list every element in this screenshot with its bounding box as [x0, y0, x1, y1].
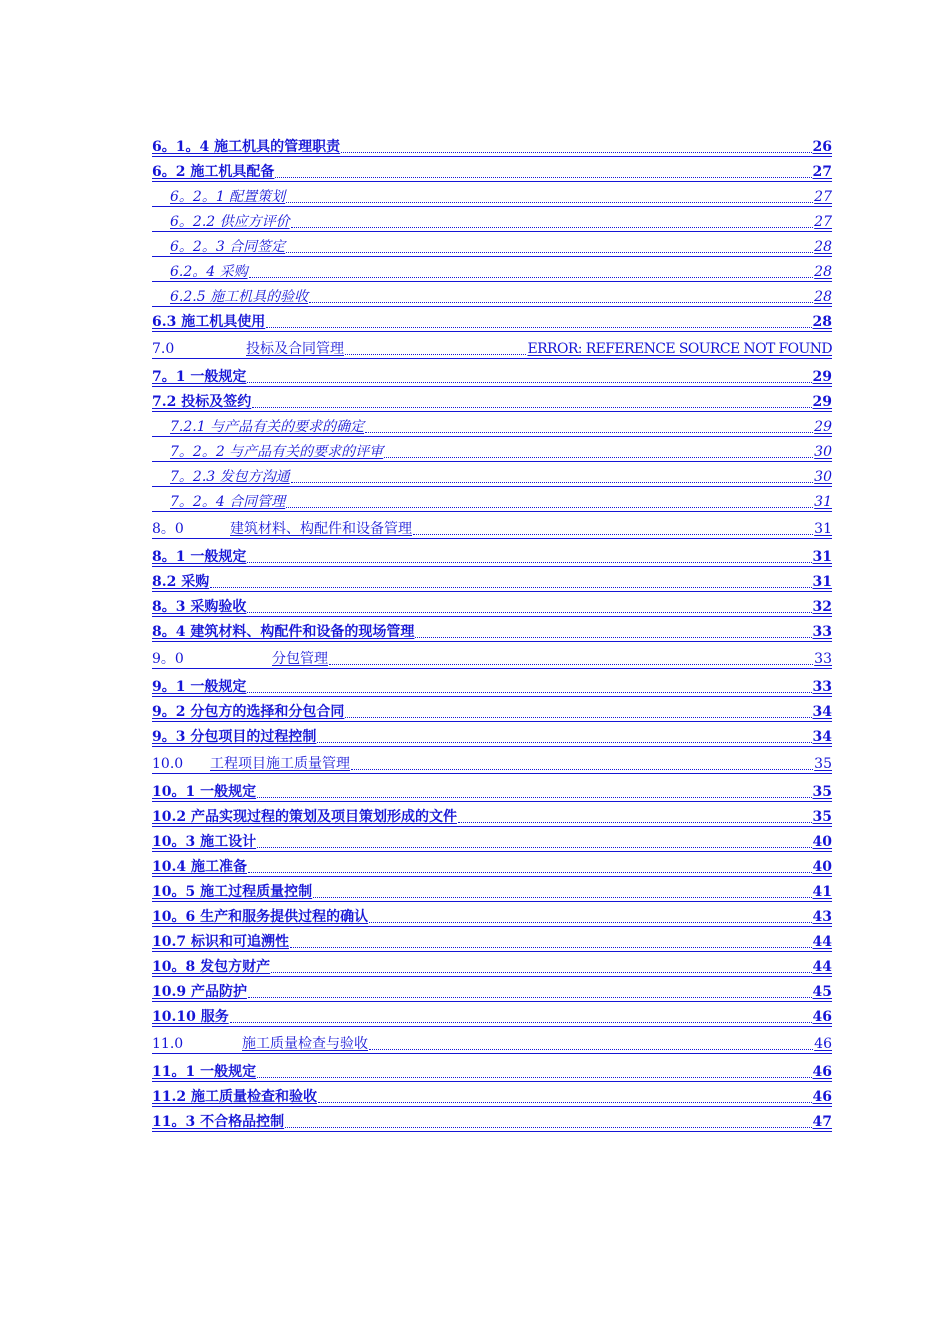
- dot-leader: [318, 1101, 812, 1103]
- toc-entry-title: 10.2 产品实现过程的策划及项目策划形成的文件: [152, 809, 457, 825]
- toc-entry-title: 6。2 施工机具配备: [152, 164, 275, 180]
- toc-section-link[interactable]: [152, 703, 832, 721]
- toc-page-number: 30: [814, 469, 832, 485]
- dot-leader: [458, 821, 812, 823]
- toc-entry-title: 9。2 分包方的选择和分包合同: [152, 704, 345, 720]
- toc-page-number: 30: [814, 444, 832, 460]
- dot-leader: [249, 276, 814, 278]
- toc-entry-title: 8.2 采购: [152, 574, 210, 590]
- toc-section-link[interactable]: [152, 138, 832, 156]
- toc-section-link[interactable]: [152, 1008, 832, 1026]
- toc-chapter-number: 7.0: [152, 341, 175, 357]
- toc-subsection-link[interactable]: [152, 213, 832, 231]
- toc-page-number: 32: [812, 599, 832, 615]
- toc-entry-title: 10。6 生产和服务提供过程的确认: [152, 909, 369, 925]
- toc-entry-title: [152, 650, 328, 668]
- toc-page-number: 29: [812, 394, 832, 410]
- toc-chapter-title: 建筑材料、构配件和设备管理: [230, 521, 412, 537]
- toc-section-link[interactable]: [152, 623, 832, 641]
- toc-section-link[interactable]: [152, 573, 832, 591]
- toc-entry-title: 10.7 标识和可追溯性: [152, 934, 289, 950]
- toc-entry-title: 10。3 施工设计: [152, 834, 257, 850]
- toc-page-number: 34: [812, 704, 832, 720]
- dot-leader: [291, 481, 814, 483]
- toc-chapter-link[interactable]: [152, 650, 832, 668]
- dot-leader: [257, 1076, 811, 1078]
- toc-entry-title: 10.4 施工准备: [152, 859, 247, 875]
- toc-entry-title: 6.2。4 采购: [170, 264, 248, 280]
- toc-page-number: 46: [814, 1036, 832, 1052]
- dot-leader: [351, 768, 813, 770]
- toc-entry-title: 10.10 服务: [152, 1009, 229, 1025]
- toc-subsection-link[interactable]: [152, 188, 832, 206]
- toc-page-number: 31: [814, 494, 832, 510]
- toc-section-link[interactable]: [152, 1088, 832, 1106]
- toc-entry-title: 10。1 一般规定: [152, 784, 257, 800]
- toc-chapter-number: 9。0: [152, 651, 184, 667]
- dot-leader: [345, 353, 526, 355]
- dot-leader: [271, 971, 811, 973]
- dot-leader: [248, 871, 812, 873]
- toc-page-number: 33: [812, 624, 832, 640]
- toc-section-link[interactable]: [152, 908, 832, 926]
- toc-page-number: 27: [814, 189, 832, 205]
- toc-chapter-link[interactable]: [152, 340, 832, 358]
- toc-section-link[interactable]: [152, 368, 832, 386]
- toc-chapter-title: 分包管理: [272, 651, 328, 667]
- toc-page-number: 33: [812, 679, 832, 695]
- toc-section-link[interactable]: [152, 808, 832, 826]
- dot-leader: [285, 1126, 811, 1128]
- toc-page-number: 27: [814, 214, 832, 230]
- toc-entry-title: 7。2。2 与产品有关的要求的评审: [170, 444, 384, 460]
- dot-leader: [286, 251, 813, 253]
- dot-leader: [257, 796, 811, 798]
- toc-section-link[interactable]: [152, 783, 832, 801]
- toc-entry-title: 6。2.2 供应方评价: [170, 214, 290, 230]
- toc-entry-title: 6.2.5 施工机具的验收: [170, 289, 309, 305]
- toc-section-link[interactable]: [152, 393, 832, 411]
- toc-entry-title: 11。1 一般规定: [152, 1064, 257, 1080]
- toc-page-number: 34: [812, 729, 832, 745]
- dot-leader: [317, 741, 811, 743]
- toc-entry-title: [152, 340, 344, 358]
- toc-section-link[interactable]: [152, 833, 832, 851]
- toc-chapter-link[interactable]: [152, 1035, 832, 1053]
- toc-page-number: 26: [812, 139, 832, 155]
- dot-leader: [247, 561, 811, 563]
- toc-section-link[interactable]: [152, 933, 832, 951]
- toc-entry-title: 10。8 发包方财产: [152, 959, 271, 975]
- dot-leader: [384, 456, 813, 458]
- toc-entry-title: 6。1。4 施工机具的管理职责: [152, 139, 341, 155]
- toc-section-link[interactable]: [152, 163, 832, 181]
- dot-leader: [369, 921, 811, 923]
- dot-leader: [248, 996, 812, 998]
- dot-leader: [266, 326, 811, 328]
- toc-entry-title: 6。2。1 配置策划: [170, 189, 286, 205]
- toc-chapter-number: 8。0: [152, 521, 184, 537]
- toc-entry-title: 11.2 施工质量检查和验收: [152, 1089, 317, 1105]
- toc-page-number: 35: [814, 756, 832, 772]
- dot-leader: [247, 691, 811, 693]
- toc-entry-title: 8。4 建筑材料、构配件和设备的现场管理: [152, 624, 415, 640]
- toc-page-number: 43: [812, 909, 832, 925]
- toc-entry-title: 10.9 产品防护: [152, 984, 247, 1000]
- dot-leader: [413, 533, 813, 535]
- dot-leader: [252, 406, 811, 408]
- toc-subsection-link[interactable]: [152, 468, 832, 486]
- toc-subsection-link[interactable]: [152, 418, 832, 436]
- toc-page-number: 47: [812, 1114, 832, 1130]
- toc-subsection-link[interactable]: [152, 288, 832, 306]
- toc-page-number: 46: [812, 1009, 832, 1025]
- toc-entry-title: 7.2 投标及签约: [152, 394, 252, 410]
- toc-page-number: 45: [812, 984, 832, 1000]
- dot-leader: [341, 151, 811, 153]
- dot-leader: [313, 896, 811, 898]
- toc-page-number: 29: [812, 369, 832, 385]
- dot-leader: [286, 201, 813, 203]
- toc-page-number: 46: [812, 1064, 832, 1080]
- table-of-contents: [152, 138, 832, 1138]
- toc-page-number: 31: [814, 521, 832, 537]
- toc-entry-title: 6.3 施工机具使用: [152, 314, 266, 330]
- toc-page-number: 44: [812, 934, 832, 950]
- toc-page-number: 28: [814, 239, 832, 255]
- toc-section-link[interactable]: [152, 548, 832, 566]
- dot-leader: [309, 301, 813, 303]
- toc-page-number: 31: [812, 549, 832, 565]
- toc-page-number: 40: [812, 859, 832, 875]
- toc-section-link[interactable]: [152, 858, 832, 876]
- toc-section-link[interactable]: [152, 678, 832, 696]
- toc-entry-title: 6。2。3 合同签定: [170, 239, 286, 255]
- dot-leader: [247, 611, 811, 613]
- dot-leader: [369, 1048, 813, 1050]
- toc-entry-title: 11。3 不合格品控制: [152, 1114, 285, 1130]
- toc-section-link[interactable]: [152, 313, 832, 331]
- toc-page-number: 31: [812, 574, 832, 590]
- toc-page-number: 35: [812, 784, 832, 800]
- toc-subsection-link[interactable]: [152, 443, 832, 461]
- toc-entry-title: 7.2.1 与产品有关的要求的确定: [170, 419, 365, 435]
- toc-page-number: 33: [814, 651, 832, 667]
- toc-page-number: 28: [812, 314, 832, 330]
- dot-leader: [415, 636, 811, 638]
- toc-section-link[interactable]: [152, 1113, 832, 1131]
- toc-page-number: 28: [814, 264, 832, 280]
- toc-section-link[interactable]: [152, 1063, 832, 1081]
- toc-entry-title: 7。1 一般规定: [152, 369, 247, 385]
- toc-section-link[interactable]: [152, 728, 832, 746]
- toc-entry-title: 8。1 一般规定: [152, 549, 247, 565]
- toc-subsection-link[interactable]: [152, 493, 832, 511]
- dot-leader: [257, 846, 811, 848]
- toc-subsection-link[interactable]: [152, 238, 832, 256]
- toc-page-number: 35: [812, 809, 832, 825]
- toc-chapter-link[interactable]: [152, 520, 832, 538]
- toc-chapter-title: 投标及合同管理: [246, 341, 344, 357]
- toc-entry-title: 10。5 施工过程质量控制: [152, 884, 313, 900]
- toc-entry-title: [152, 755, 350, 773]
- toc-entry-title: 7。2。4 合同管理: [170, 494, 286, 510]
- toc-chapter-link[interactable]: [152, 755, 832, 773]
- toc-entry-title: 9。3 分包项目的过程控制: [152, 729, 317, 745]
- toc-page-number: 40: [812, 834, 832, 850]
- toc-page-number: ERROR: REFERENCE SOURCE NOT FOUND: [527, 341, 832, 357]
- toc-chapter-title: 工程项目施工质量管理: [210, 756, 350, 772]
- dot-leader: [275, 176, 811, 178]
- toc-page-number: 46: [812, 1089, 832, 1105]
- toc-section-link[interactable]: [152, 883, 832, 901]
- toc-section-link[interactable]: [152, 983, 832, 1001]
- toc-section-link[interactable]: [152, 958, 832, 976]
- dot-leader: [286, 506, 813, 508]
- toc-page-number: 44: [812, 959, 832, 975]
- toc-entry-title: [152, 1035, 368, 1053]
- toc-chapter-number: 11.0: [152, 1036, 184, 1052]
- dot-leader: [210, 586, 811, 588]
- toc-page-number: 29: [814, 419, 832, 435]
- toc-entry-title: 8。3 采购验收: [152, 599, 247, 615]
- toc-section-link[interactable]: [152, 598, 832, 616]
- toc-chapter-title: 施工质量检查与验收: [242, 1036, 368, 1052]
- dot-leader: [365, 431, 813, 433]
- toc-subsection-link[interactable]: [152, 263, 832, 281]
- toc-entry-title: 9。1 一般规定: [152, 679, 247, 695]
- toc-page-number: 28: [814, 289, 832, 305]
- dot-leader: [247, 381, 811, 383]
- dot-leader: [290, 946, 812, 948]
- dot-leader: [345, 716, 811, 718]
- toc-page-number: 41: [812, 884, 832, 900]
- toc-entry-title: [152, 520, 412, 538]
- toc-page-number: 27: [812, 164, 832, 180]
- dot-leader: [291, 226, 814, 228]
- toc-entry-title: 7。2.3 发包方沟通: [170, 469, 290, 485]
- dot-leader: [329, 663, 813, 665]
- dot-leader: [230, 1021, 812, 1023]
- toc-chapter-number: 10.0: [152, 756, 184, 772]
